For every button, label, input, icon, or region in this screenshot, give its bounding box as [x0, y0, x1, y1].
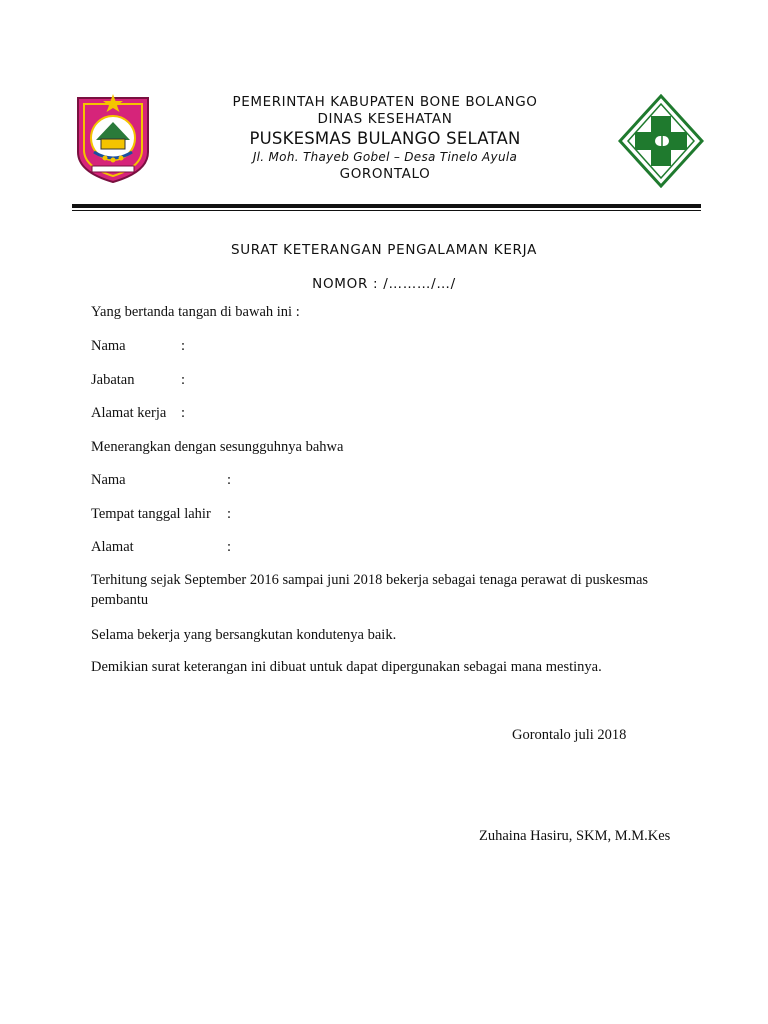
regency-coat-of-arms-icon — [74, 92, 152, 184]
signer-name-colon: : — [181, 338, 186, 354]
body-paragraph-employment: Terhitung sejak September 2016 sampai juni 2018 bekerja sebagai tenaga perawat di puskesmas pembantu — [91, 572, 649, 608]
statement-text: Menerangkan dengan sesungguhnya bahwa — [91, 439, 344, 455]
intro-text: Yang bertanda tangan di bawah ini : — [91, 304, 300, 320]
signer-work-address-colon: : — [181, 405, 186, 421]
document-number: NOMOR : /………/…/ — [312, 276, 456, 292]
place-date: Gorontalo juli 2018 — [512, 727, 627, 743]
subject-address-colon: : — [227, 539, 232, 555]
subject-address-label: Alamat — [91, 539, 134, 555]
puskesmas-cross-icon — [618, 94, 704, 188]
body-paragraph-conduct: Selama bekerja yang bersangkutan kondutenya baik. — [91, 627, 397, 643]
signer-position-colon: : — [181, 372, 186, 388]
signer-work-address-label: Alamat kerja — [91, 405, 167, 421]
letterhead-rule-thin — [72, 210, 701, 211]
letterhead-department: DINAS KESEHATAN — [317, 111, 453, 127]
letterhead-institution: PUSKESMAS BULANGO SELATAN — [249, 129, 521, 148]
letterhead — [160, 94, 610, 184]
letterhead-city: GORONTALO — [339, 166, 431, 182]
document-title: SURAT KETERANGAN PENGALAMAN KERJA — [230, 242, 538, 258]
subject-name-label: Nama — [91, 472, 126, 488]
subject-birth-colon: : — [227, 506, 232, 522]
signer-name-label: Nama — [91, 338, 126, 354]
subject-name-colon: : — [227, 472, 232, 488]
signer-position-label: Jabatan — [91, 372, 135, 388]
letterhead-government: PEMERINTAH KABUPATEN BONE BOLANGO — [232, 94, 538, 110]
letterhead-rule-thick — [72, 204, 701, 208]
body-paragraph-closing: Demikian surat keterangan ini dibuat untuk dapat dipergunakan sebagai mana mestinya. — [91, 659, 602, 675]
letterhead-address: Jl. Moh. Thayeb Gobel – Desa Tinelo Ayula — [252, 150, 518, 164]
signatory-name: Zuhaina Hasiru, SKM, M.M.Kes — [479, 828, 671, 844]
subject-birth-label: Tempat tanggal lahir — [91, 506, 211, 522]
